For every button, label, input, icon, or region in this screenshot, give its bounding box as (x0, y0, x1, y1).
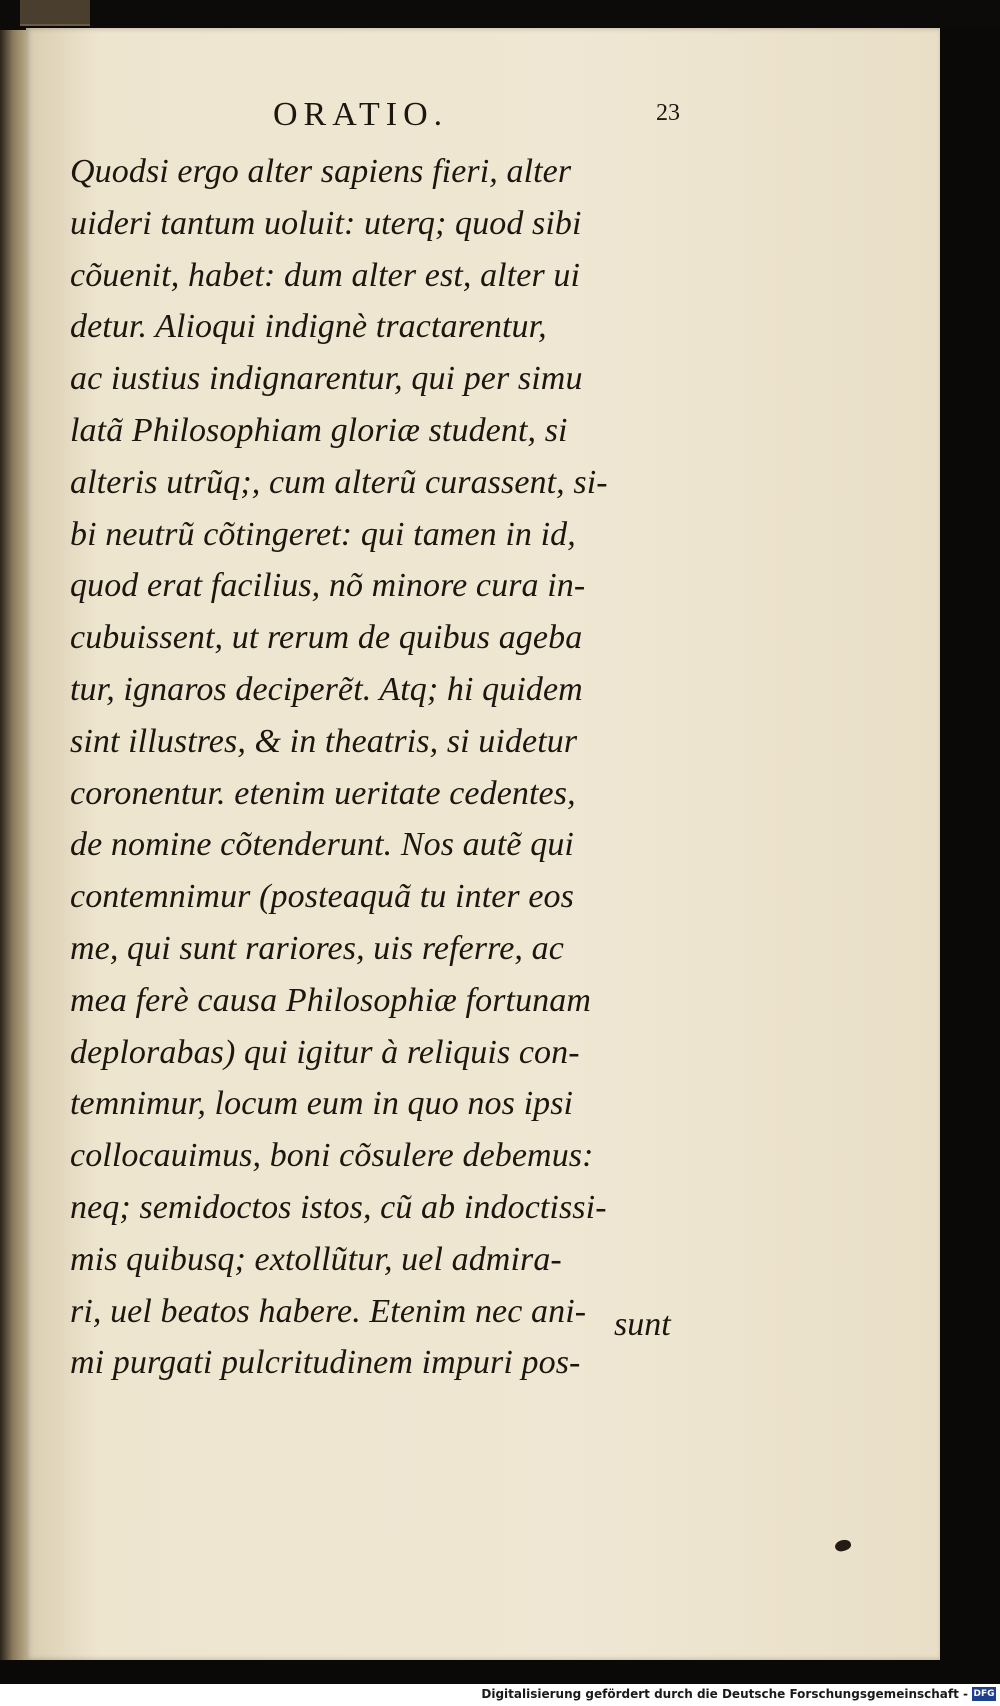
text-line: neq; semidoctos istos, cũ ab indoctissi- (70, 1188, 607, 1226)
book-page (26, 28, 940, 1660)
text-line: mi purgati pulcritudinem impuri pos- (70, 1344, 581, 1382)
page-header (26, 96, 940, 146)
text-line: coronentur. etenim ueritate cedentes, (70, 774, 576, 812)
text-line: quod erat facilius, nõ minore cura in- (70, 567, 586, 605)
text-line: bi neutrũ cõtingeret: qui tamen in id, (70, 515, 576, 553)
dfg-logo-icon: DFG (973, 1689, 995, 1699)
text-line: Quodsi ergo alter sapiens fieri, alter (70, 153, 572, 190)
text-line: me, qui sunt rariores, uis referre, ac (70, 929, 564, 967)
text-line: mis quibusq; extollũtur, uel admira- (70, 1240, 562, 1278)
text-line: deplorabas) qui igitur à reliquis con- (70, 1033, 580, 1071)
text-line: tur, ignaros deciperẽt. Atq; hi quidem (70, 670, 583, 708)
text-line: detur. Alioqui indignè tractarentur, (70, 308, 547, 346)
text-line: ac iustius indignarentur, qui per simu (70, 360, 583, 398)
text-line: temnimur, locum eum in quo nos ipsi (70, 1085, 574, 1123)
catchword: sunt (614, 1306, 671, 1343)
book-top-edge (20, 0, 90, 26)
funding-credit: Digitalisierung gefördert durch die Deutsche Forschungsgemeinschaft - (481, 1687, 968, 1701)
text-line: latã Philosophiam gloriæ student, si (70, 411, 568, 449)
body-text (70, 146, 720, 1389)
text-line: ri, uel beatos habere. Etenim nec ani- (70, 1292, 587, 1330)
text-line: cubuissent, ut rerum de quibus ageba (70, 619, 583, 657)
scan-background-bottom (0, 1660, 1000, 1684)
text-line: cõuenit, habet: dum alter est, alter ui (70, 256, 581, 294)
text-line: sint illustres, & in theatris, si uidetur (70, 722, 578, 760)
text-line: mea ferè causa Philosophiæ fortunam (70, 981, 592, 1019)
book-spine-edge (0, 30, 26, 1670)
running-title: ORATIO. (273, 96, 449, 133)
text-line: alteris utrũq;, cum alterũ curassent, si- (70, 463, 608, 501)
text-line: contemnimur (posteaquã tu inter eos (70, 878, 574, 916)
ink-blot (834, 1538, 853, 1554)
page-number: 23 (656, 100, 680, 126)
text-line: uideri tantum uoluit: uterq; quod sibi (70, 204, 582, 242)
text-line: collocauimus, boni cõsulere debemus: (70, 1137, 594, 1175)
scan-background-right (940, 28, 1000, 1660)
digitization-footer (0, 1684, 1000, 1706)
text-line: de nomine cõtenderunt. Nos autẽ qui (70, 826, 574, 864)
